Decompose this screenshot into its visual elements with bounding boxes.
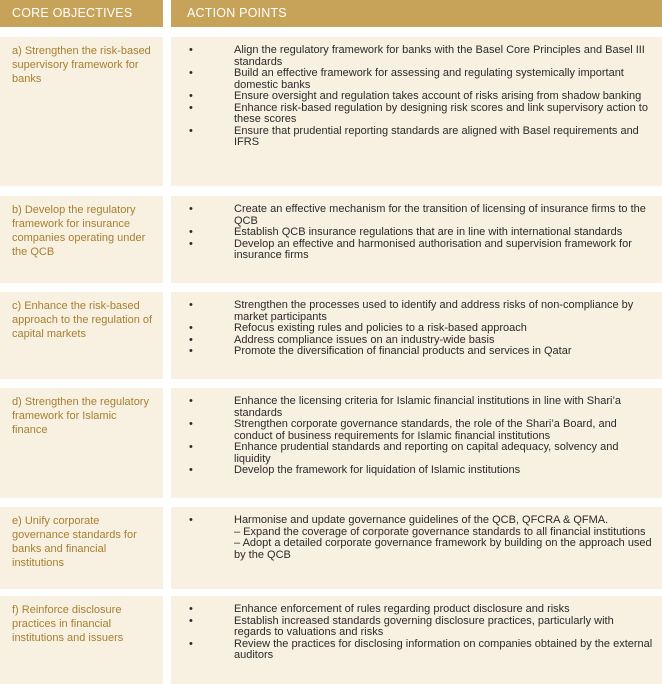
action-text: Develop the framework for liquidation of Islamic institutions (234, 464, 521, 476)
action-points-cell (171, 388, 662, 498)
bullet-icon: • (189, 299, 193, 311)
action-text: Promote the diversification of financial products and services in Qatar (234, 345, 572, 357)
bullet-icon: • (189, 101, 193, 114)
objective-cell: b) Develop the regulatory framework for insurance companies operating under the QCB (0, 196, 163, 283)
action-text: Ensure oversight and regulation takes account of risks arising from shadow banking (234, 90, 642, 102)
action-list (171, 45, 654, 149)
action-text: Harmonise and update governance guidelines of the QCB, QFCRA & QFMA. (234, 514, 609, 526)
action-sub-text: – Expand the coverage of corporate governance standards to all financial institutions (234, 525, 646, 538)
bullet-icon: • (189, 395, 193, 407)
action-item (171, 239, 654, 262)
action-list (171, 300, 654, 358)
objective-cell: c) Enhance the risk-based approach to the regulation of capital markets (0, 292, 163, 379)
action-text: Enhance enforcement of rules regarding product disclosure and risks (234, 603, 570, 615)
action-text: Refocus existing rules and policies to a risk-based approach (234, 322, 527, 334)
bullet-icon: • (189, 237, 193, 250)
bullet-icon: • (189, 226, 193, 238)
action-list (171, 204, 654, 262)
action-item (171, 68, 654, 91)
action-text: Ensure that prudential reporting standards are aligned with Basel requirements and IFRS (234, 124, 639, 148)
action-item (171, 396, 654, 419)
bullet-icon: • (189, 603, 193, 615)
action-item (171, 300, 654, 323)
bullet-icon: • (189, 345, 193, 357)
action-item (171, 346, 654, 358)
bullet-icon: • (189, 90, 193, 102)
action-list (171, 604, 654, 662)
action-text: Develop an effective and harmonised authorisation and supervision framework for insurance firms (234, 237, 632, 261)
action-text: Establish QCB insurance regulations that are in line with international standards (234, 226, 623, 238)
action-item (171, 639, 654, 662)
action-item (171, 45, 654, 68)
action-text: Establish increased standards governing disclosure practices, particularly with regards to valuations and risks (234, 614, 614, 638)
bullet-icon: • (189, 322, 193, 334)
action-points-cell (171, 292, 662, 379)
action-text: Create an effective mechanism for the transition of licensing of insurance firms to the QCB (234, 203, 646, 227)
bullet-icon: • (189, 637, 193, 650)
bullet-icon: • (189, 418, 193, 430)
bullet-icon: • (189, 203, 193, 215)
bullet-icon: • (189, 441, 193, 453)
action-text: Review the practices for disclosing information on companies obtained by the external auditors (234, 637, 653, 661)
action-item (171, 616, 654, 639)
action-item (171, 442, 654, 465)
action-points-cell (171, 596, 662, 684)
action-text: Enhance the licensing criteria for Islamic financial institutions in line with Shari’a standards (234, 395, 622, 419)
action-sub-text: – Adopt a detailed corporate governance framework by building on the approach used by the QCB (234, 537, 652, 561)
action-item (171, 103, 654, 126)
action-list (171, 396, 654, 477)
action-text: Strengthen the processes used to identify and address risks of non-compliance by market participants (234, 299, 634, 323)
action-text: Align the regulatory framework for banks with the Basel Core Principles and Basel III standards (234, 44, 645, 68)
objective-cell: a) Strengthen the risk-based supervisory framework for banks (0, 37, 163, 186)
bullet-icon: • (189, 67, 193, 79)
header-core-objectives: CORE OBJECTIVES (0, 0, 163, 27)
action-points-cell (171, 37, 662, 186)
action-points-cell (171, 196, 662, 283)
action-item (171, 465, 654, 477)
bullet-icon: • (189, 124, 193, 137)
action-text: Enhance prudential standards and reporting on capital adequacy, solvency and liquidity (234, 441, 619, 465)
bullet-icon: • (189, 44, 193, 56)
action-item (171, 204, 654, 227)
action-text: Build an effective framework for assessing and regulating systemically important domestic banks (234, 67, 624, 91)
bullet-icon: • (189, 514, 193, 526)
action-item (171, 419, 654, 442)
bullet-icon: • (189, 614, 193, 627)
action-item (171, 126, 654, 149)
bullet-icon: • (189, 464, 193, 476)
action-list (171, 515, 654, 561)
bullet-icon: • (189, 333, 193, 346)
action-text: Strengthen corporate governance standards, the role of the Shari’a Board, and conduct of business requirements for Islamic financial institutions (234, 418, 617, 442)
objective-cell: d) Strengthen the regulatory framework for Islamic finance (0, 388, 163, 498)
objective-cell: e) Unify corporate governance standards for banks and financial institutions (0, 507, 163, 589)
header-action-points: ACTION POINTS (171, 0, 662, 27)
action-points-cell (171, 507, 662, 589)
action-item (171, 515, 654, 561)
objective-cell: f) Reinforce disclosure practices in financial institutions and issuers (0, 596, 163, 684)
action-text: Address compliance issues on an industry-wide basis (234, 333, 495, 346)
action-text: Enhance risk-based regulation by designing risk scores and link supervisory action to these scores (234, 101, 648, 125)
